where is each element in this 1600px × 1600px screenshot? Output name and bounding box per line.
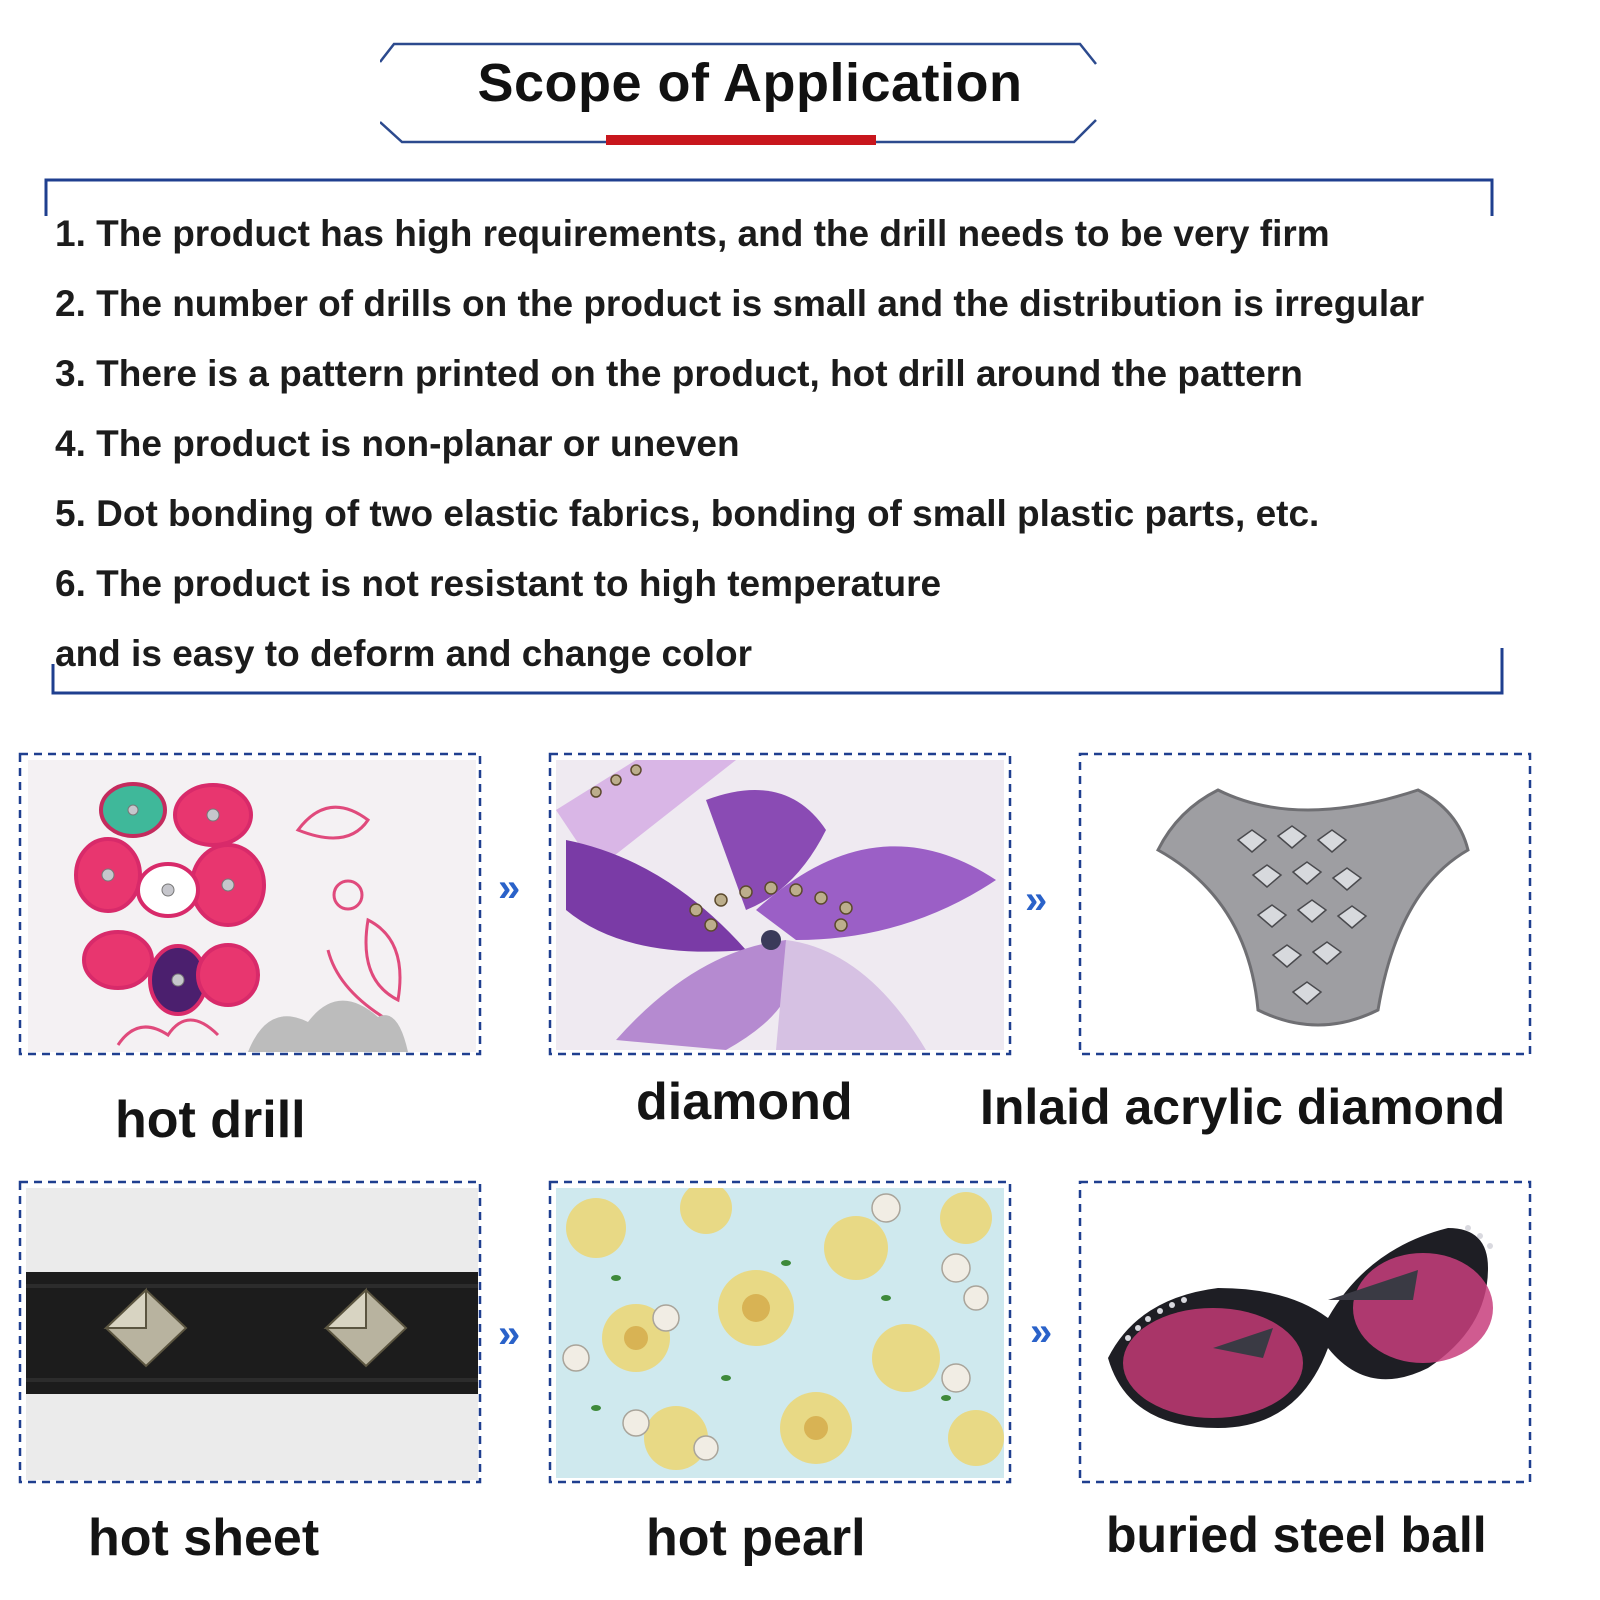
requirement-item: 5. Dot bonding of two elastic fabrics, bonding of small plastic parts, etc. bbox=[55, 493, 1320, 534]
application-panel-buried-steel-ball bbox=[1070, 1180, 1550, 1490]
photo-hot-pearl bbox=[556, 1188, 1004, 1478]
title-underline bbox=[606, 135, 876, 145]
photo-diamond bbox=[556, 760, 1004, 1050]
next-arrow-icon: » bbox=[1030, 1310, 1039, 1354]
caption-hot-sheet: hot sheet bbox=[88, 1509, 320, 1567]
photo-buried-steel-ball bbox=[1088, 1188, 1524, 1478]
application-panel-hot-sheet bbox=[10, 1180, 490, 1490]
caption-diamond: diamond bbox=[636, 1073, 853, 1131]
requirement-item: 4. The product is non-planar or uneven bbox=[55, 423, 740, 464]
application-panel-inlaid-acrylic-diamond bbox=[1070, 752, 1550, 1062]
application-panel-hot-pearl bbox=[540, 1180, 1020, 1490]
application-panel-diamond bbox=[540, 752, 1020, 1062]
requirement-item: and is easy to deform and change color bbox=[55, 633, 753, 674]
requirement-item: 2. The number of drills on the product is small and the distribution is irregular bbox=[55, 283, 1425, 324]
application-panel-hot-drill bbox=[10, 752, 490, 1062]
photo-hot-sheet bbox=[26, 1188, 478, 1480]
page-title: Scope of Application bbox=[477, 53, 1023, 113]
next-arrow-icon: » bbox=[1025, 878, 1034, 922]
photo-hot-drill bbox=[28, 760, 476, 1052]
caption-inlaid-acrylic-diamond: Inlaid acrylic diamond bbox=[980, 1079, 1506, 1135]
photo-inlaid-acrylic-diamond bbox=[1088, 760, 1524, 1050]
requirement-item: 3. There is a pattern printed on the product, hot drill around the pattern bbox=[55, 353, 1303, 394]
requirement-item: 1. The product has high requirements, and the drill needs to be very firm bbox=[55, 213, 1330, 254]
caption-hot-drill: hot drill bbox=[115, 1091, 306, 1149]
next-arrow-icon: » bbox=[498, 866, 507, 910]
next-arrow-icon: » bbox=[498, 1312, 507, 1356]
caption-buried-steel-ball: buried steel ball bbox=[1106, 1507, 1487, 1563]
requirement-item: 6. The product is not resistant to high temperature bbox=[55, 563, 942, 604]
caption-hot-pearl: hot pearl bbox=[646, 1509, 866, 1567]
